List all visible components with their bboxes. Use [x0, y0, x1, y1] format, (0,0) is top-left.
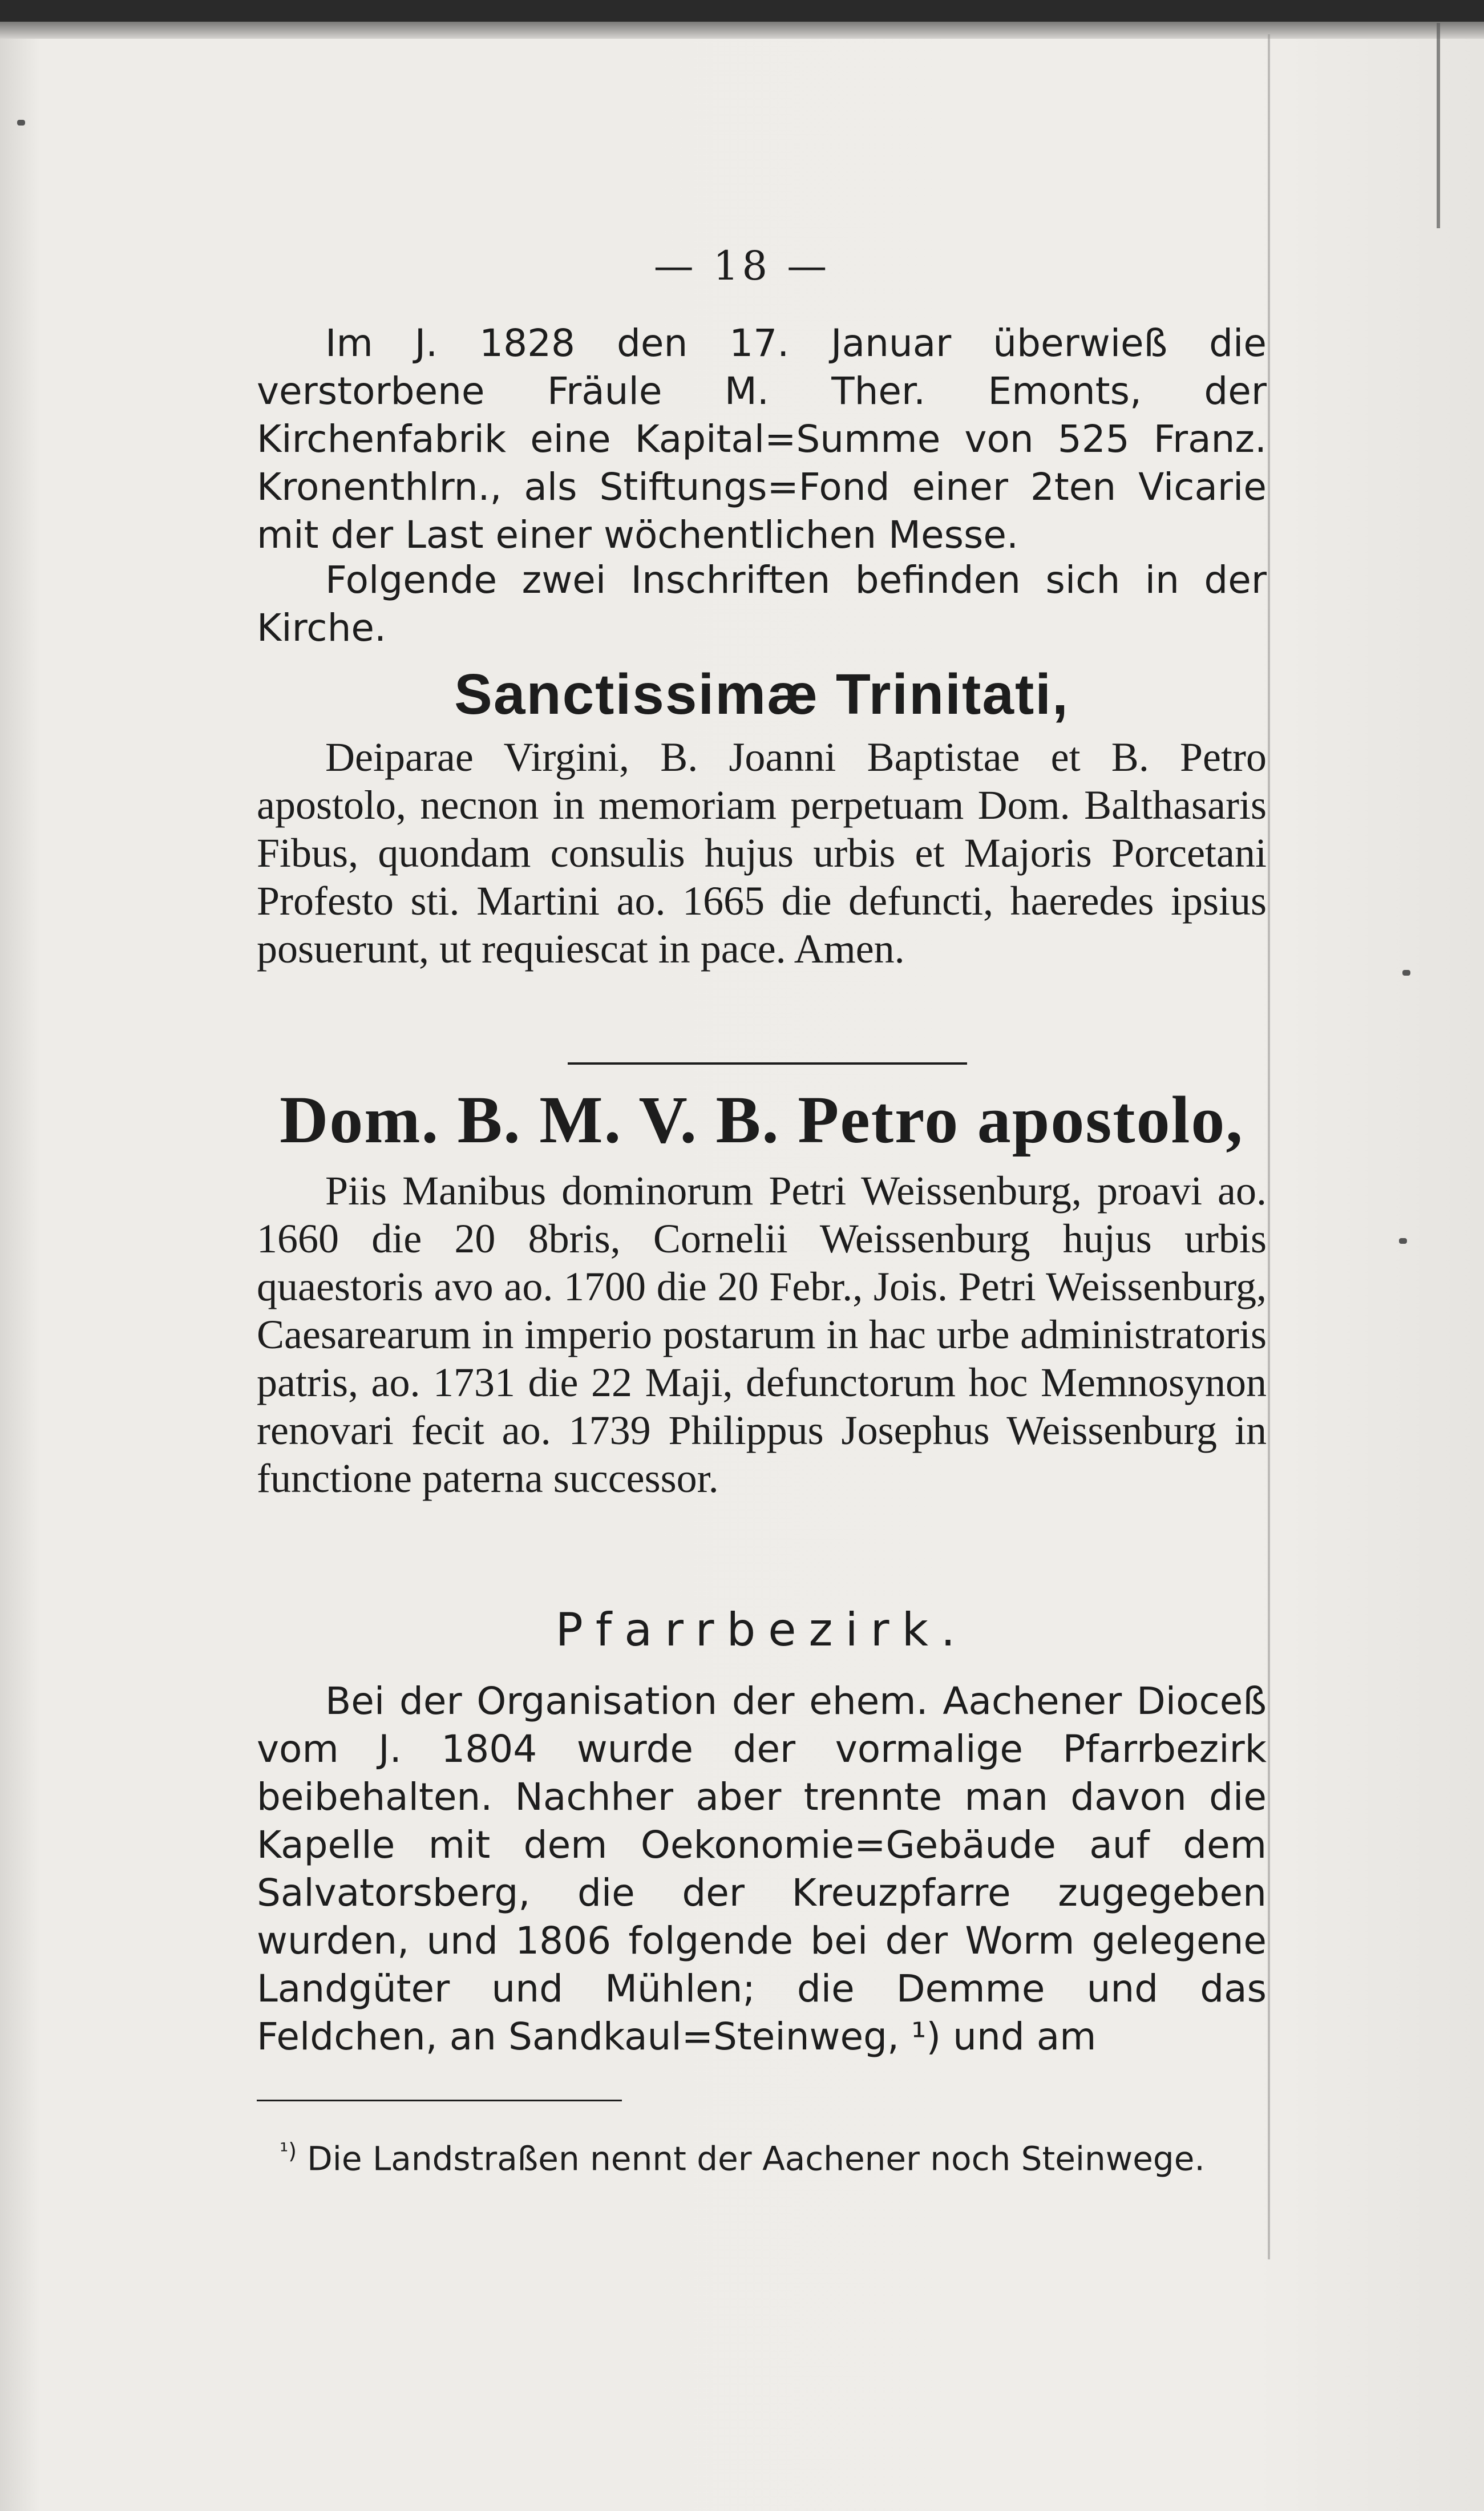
section-heading-pfarrbezirk: Pfarrbezirk. [555, 1603, 968, 1656]
paragraph-inscriptions-intro: Folgende zwei Inschriften befinden sich in der Kirche. [257, 558, 1267, 650]
inscription2-text: Piis Manibus dominorum Petri Weissenburg, proavi ao. 1660 die 20 8bris, Cornelii Weissenburg hujus urbis quaestoris avo ao. 1700 die 20 Febr., Jois. Petri Weissenburg, Caesarearum in imperio postarum in hac urbe administratoris patris, ao. 1731 die 22 Maji, defunctorum hoc Memnosynon renovari fecit ao. 1739 Philippus Josephus Weissenburg in functione paterna successor. [257, 1168, 1267, 1501]
scan-speck [17, 120, 25, 126]
paragraph-bequest: Im J. 1828 den 17. Januar überwieß die verstorbene Fräule M. Ther. Emonts, der Kirchenfabrik eine Kapital=Summe von 525 Franz. Kronenthlrn., als Stiftungs=Fond einer 2ten Vicarie mit der Last einer wöchentlichen Messe. [257, 321, 1267, 557]
separator-rule [568, 1062, 967, 1065]
footnote [280, 2131, 1289, 2178]
footnote-rule [257, 2100, 622, 2101]
inscription2-heading: Dom. B. M. V. B. Petro apostolo, [280, 1082, 1244, 1157]
page-fold-line [1268, 34, 1270, 2259]
scan-speck [1402, 970, 1410, 976]
page-top-edge [0, 0, 1484, 22]
section-text-pfarrbezirk: Bei der Organisation der ehem. Aachener Dioceß vom J. 1804 wurde der vormalige Pfarrbezirk beibehalten. Nachher aber trennte man davon die Kapelle mit dem Oekonomie=Gebäude auf dem Salvatorsberg, die der Kreuzpfarre zugegeben wurden, und 1806 folgende bei der Worm gelegene Landgüter und Mühlen; die Demme und das Feldchen, an Sandkaul=Steinweg, ¹) und am [257, 1679, 1267, 2059]
footnote-text: Die Landstraßen nennt der Aachener noch Steinwege. [307, 2139, 1205, 2178]
inscription1-text: Deiparae Virgini, B. Joanni Baptistae et B. Petro apostolo, necnon in memoriam perpetuam Dom. Balthasaris Fibus, quondam consulis hujus urbis et Majoris Porcetani Profesto sti. Martini ao. 1665 die defuncti, haeredes ipsius posuerunt, ut requiescat in pace. Amen. [257, 734, 1267, 972]
page-top-shadow [0, 22, 1484, 39]
page-right-edge [1437, 23, 1440, 228]
inscription1-heading: Sanctissimæ Trinitati, [454, 662, 1069, 726]
page-number: — 18 — [653, 242, 831, 289]
scan-speck [1399, 1238, 1407, 1244]
footnote-mark: ¹) [280, 2138, 297, 2164]
